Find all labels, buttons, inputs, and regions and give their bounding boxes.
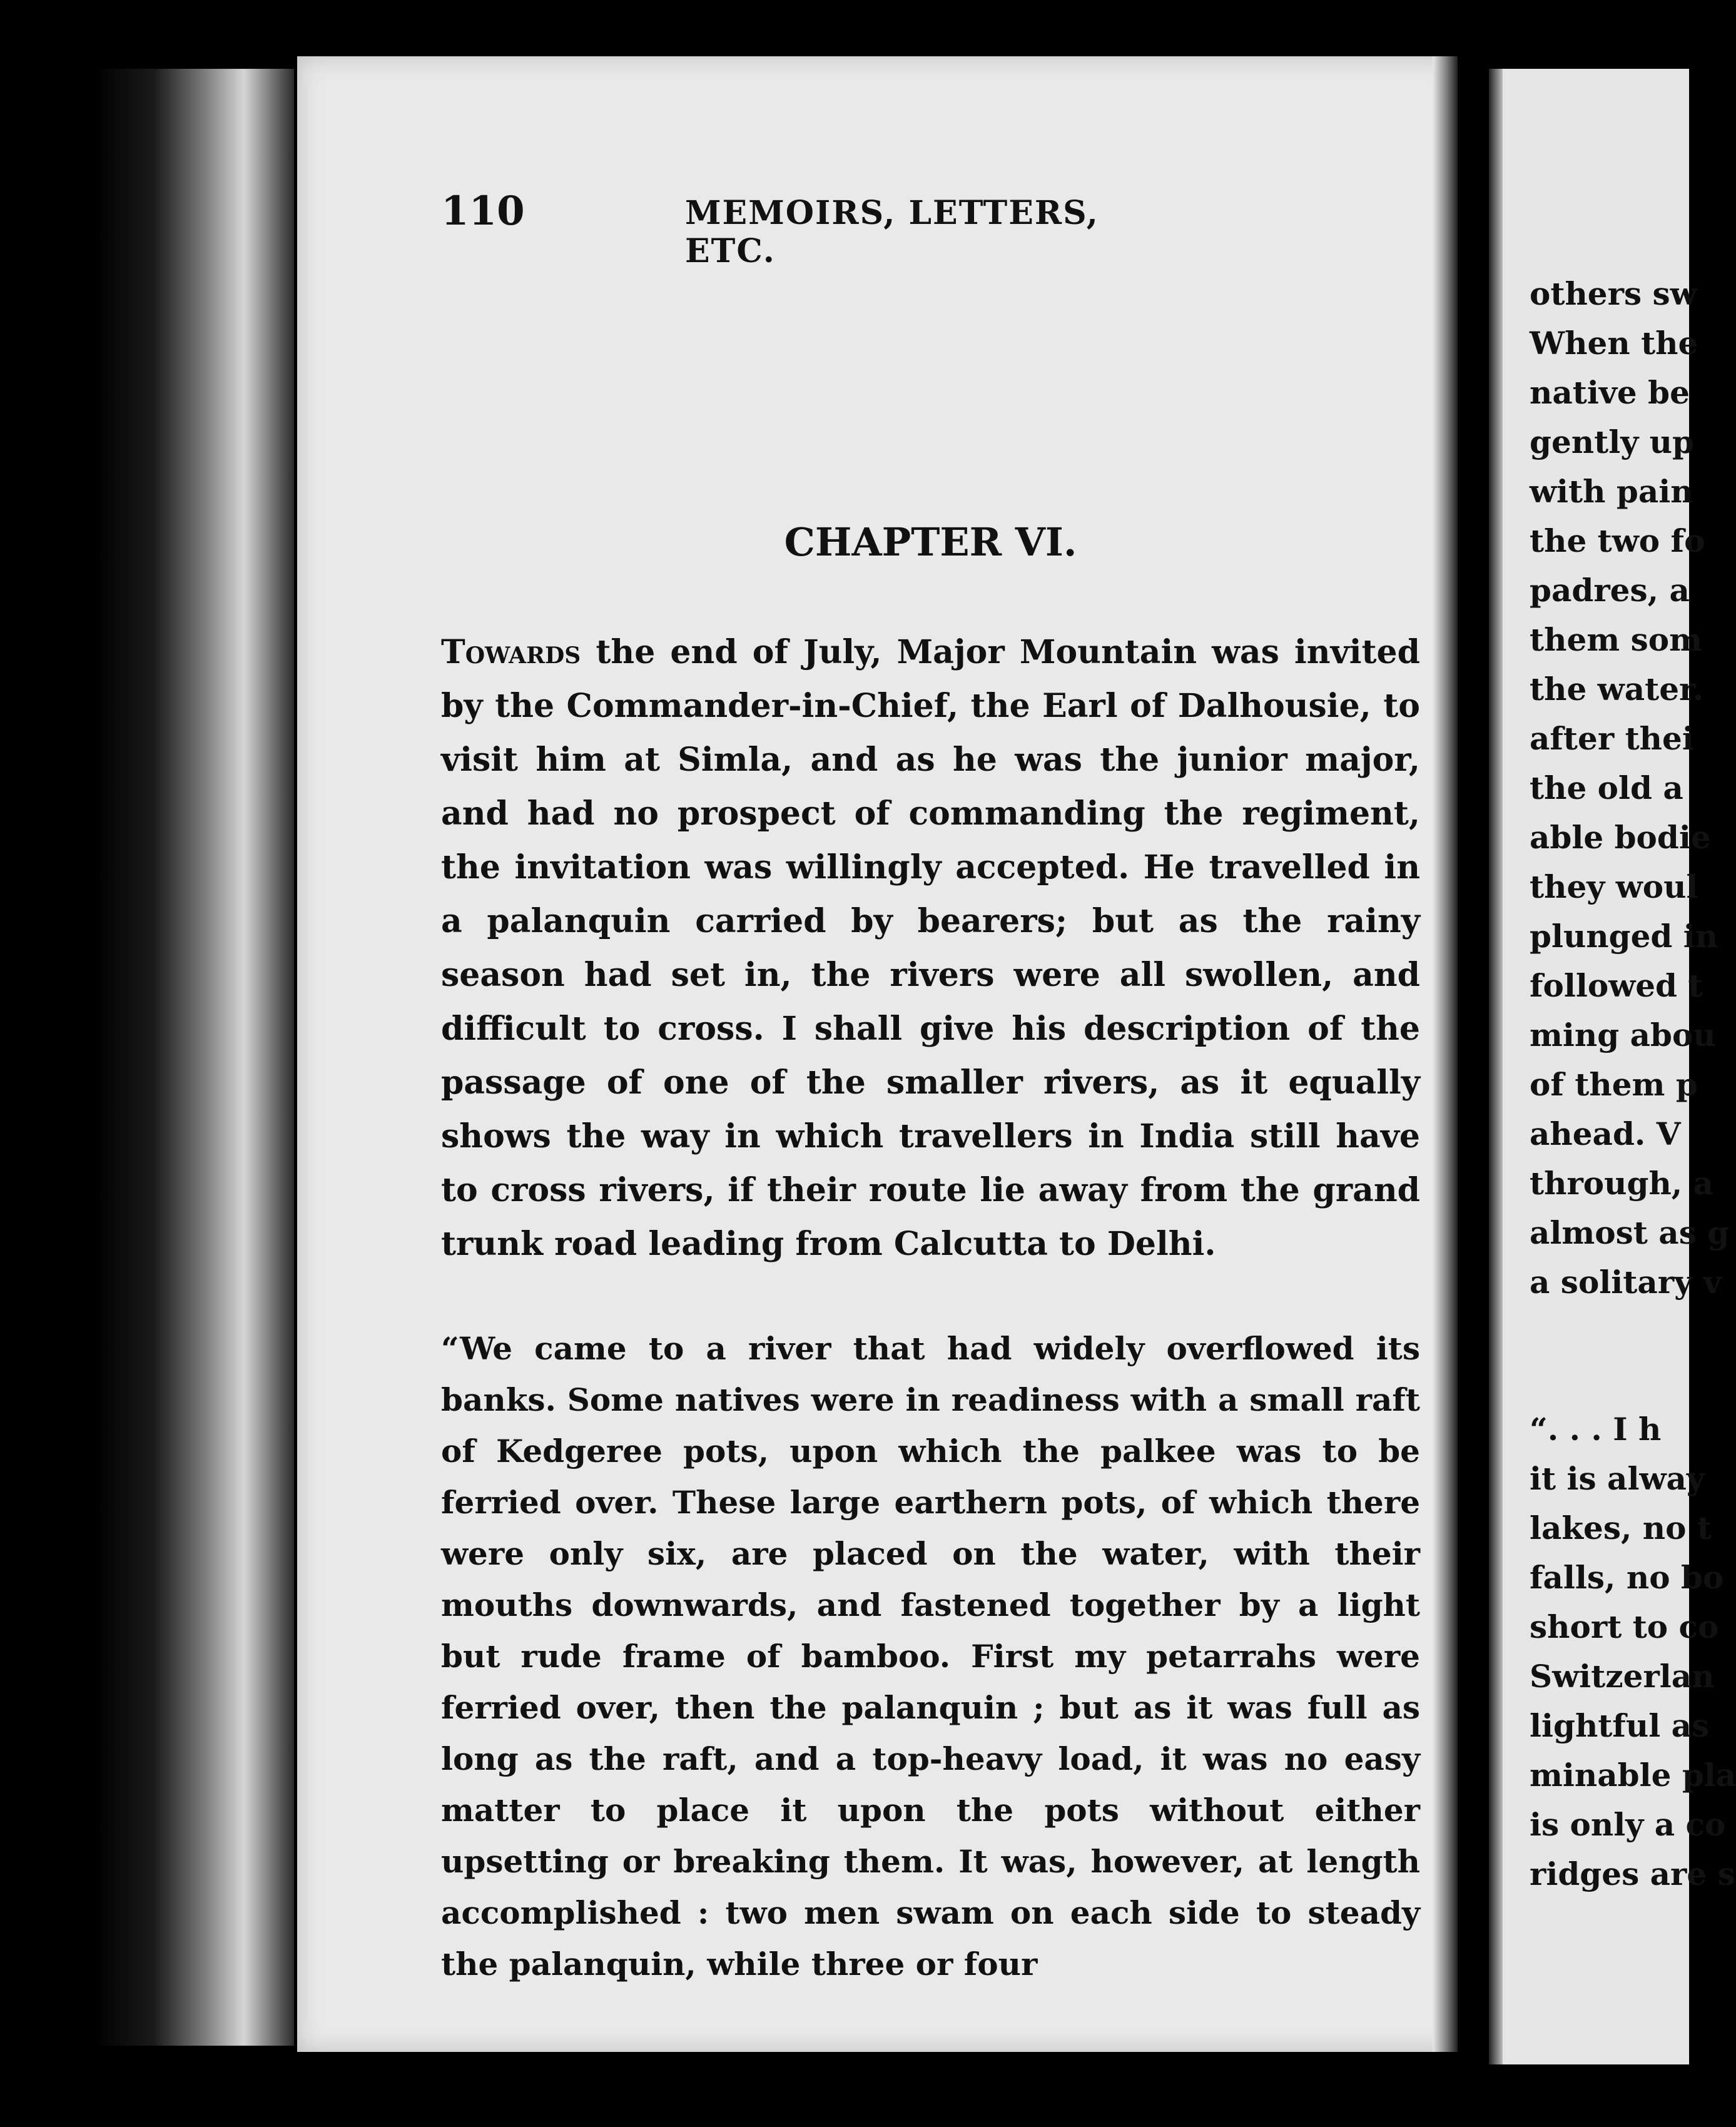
facing-page-line: falls, no bo	[1530, 1559, 1724, 1596]
chapter-title: CHAPTER VI.	[784, 519, 1077, 565]
page-header	[441, 188, 1182, 270]
facing-page-line: after thei	[1530, 720, 1694, 757]
facing-page-line: followed t	[1530, 967, 1703, 1004]
facing-page-line: through, a	[1530, 1165, 1714, 1202]
running-head: MEMOIRS, LETTERS, ETC.	[685, 194, 1099, 270]
body-paragraph-2: “We came to a river that had widely overflowed its banks. Some natives were in readiness with a small raft of Kedgeree pots, upon which the palkee was to be ferried over. These large earthern pots, of which there were only six, are placed on the water, with their mouths downwards, and fastened together by a light but rude frame of bamboo. First my petarrahs were ferried over, then the palanquin ; but as it was full as long as the raft, and a top-heavy load, it was no easy matter to place it upon the pots without either upsetting or breaking them. It was, however, at length accomplished : two men swam on each side to steady the palanquin, while three or four	[441, 1330, 1420, 1982]
paragraph-lead-word: Towards	[441, 633, 581, 671]
facing-page-line: it is alway	[1530, 1460, 1705, 1497]
book-page-edges	[94, 69, 294, 2046]
facing-page-line: others sw	[1530, 275, 1697, 312]
facing-page-line: they woul	[1530, 868, 1698, 905]
facing-page-line: ahead. V	[1530, 1115, 1681, 1152]
page-number: 110	[441, 188, 525, 235]
facing-page-line: a solitary v	[1530, 1264, 1722, 1301]
facing-page-line: minable pla	[1530, 1757, 1736, 1794]
facing-page-line: the two fo	[1530, 522, 1705, 559]
facing-page-line: almost as g	[1530, 1214, 1730, 1251]
facing-page-line: lightful as	[1530, 1707, 1710, 1744]
facing-page-line: padres, a	[1530, 572, 1690, 609]
facing-page-line: native be	[1530, 374, 1690, 411]
facing-page-line: ming abou	[1530, 1017, 1716, 1053]
facing-page-line: lakes, no t	[1530, 1510, 1712, 1546]
facing-page-line: “. . . I h	[1530, 1411, 1662, 1448]
facing-page-line: gently up	[1530, 424, 1694, 460]
facing-page-line: plunged in	[1530, 918, 1718, 955]
facing-page-line: of them p	[1530, 1066, 1698, 1103]
body-paragraph-1	[441, 626, 1420, 1271]
facing-page-line: with pain	[1530, 473, 1693, 510]
facing-page-text-top	[1530, 269, 1729, 1307]
facing-page-line: When the	[1530, 325, 1698, 362]
facing-page-line: the old a	[1530, 769, 1683, 806]
facing-page-line: able bodie	[1530, 819, 1711, 856]
facing-page-line: Switzerlan	[1530, 1658, 1715, 1695]
facing-page-text-bottom	[1530, 1404, 1736, 1899]
paragraph-text: the end of July, Major Mountain was invited by the Commander-in-Chief, the Earl of Dalhousie, to visit him at Simla, and as he was the junior major, and had no prospect of commanding the regiment, the invitation was willingly accepted. He travelled in a palanquin carried by bearers; but as the rainy season had set in, the rivers were all swollen, and difficult to cross. I shall give his description of the passage of one of the smaller rivers, as it equally shows the way in which travellers in India still have to cross rivers, if their route lie away from the grand trunk road leading from Calcutta to Delhi.	[441, 633, 1421, 1263]
facing-page-line: the water.	[1530, 671, 1704, 708]
facing-page-line: short to co	[1530, 1608, 1719, 1645]
facing-page-line: ridges are s	[1530, 1855, 1735, 1892]
facing-page-line: them som	[1530, 621, 1702, 658]
facing-page-line: is only a co	[1530, 1806, 1726, 1843]
